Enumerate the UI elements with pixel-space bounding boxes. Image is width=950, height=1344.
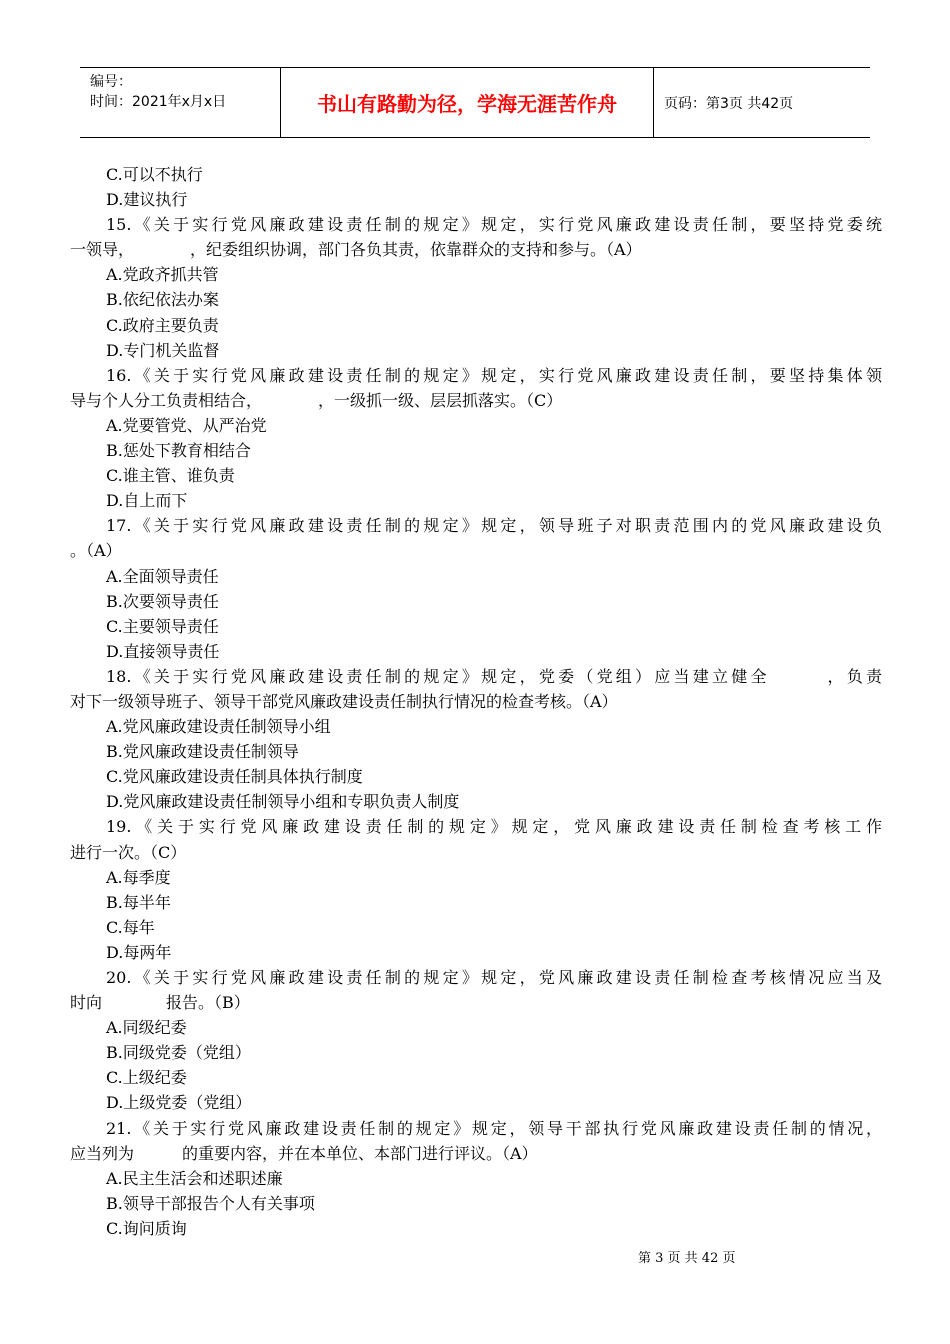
page-footer: 第 3 页 共 42 页 [638, 1251, 736, 1266]
answer-option: B.惩处下教育相结合 [106, 441, 251, 461]
answer-option: C.询问质询 [106, 1218, 187, 1238]
question-line: 进行一次。（C） [70, 842, 187, 862]
answer-option: B.次要领导责任 [106, 591, 219, 611]
question-line: 对下一级领导班子、领导干部党风廉政建设责任制执行情况的检查考核。（A） [70, 691, 618, 711]
question-line: 21.《关于实行党风廉政建设责任制的规定》规定，领导干部执行党风廉政建设责任制的情况， [106, 1118, 882, 1138]
document-body [70, 162, 882, 1241]
answer-option: D.建议执行 [106, 190, 188, 210]
answer-option: C.每年 [106, 917, 155, 937]
answer-option: D.自上而下 [106, 491, 188, 511]
question-line: 18.《关于实行党风廉政建设责任制的规定》规定，党委（党组）应当建立健全 ，负责 [106, 666, 882, 686]
answer-option: C.党风廉政建设责任制具体执行制度 [106, 767, 363, 787]
answer-option: C.主要领导责任 [106, 616, 219, 636]
answer-option: B.同级党委（党组） [106, 1043, 251, 1063]
answer-option: A.每季度 [106, 867, 171, 887]
answer-option: C.上级纪委 [106, 1068, 187, 1088]
answer-option: A.同级纪委 [106, 1018, 187, 1038]
question-line: 16.《关于实行党风廉政建设责任制的规定》规定，实行党风廉政建设责任制，要坚持集体领 [106, 365, 882, 385]
answer-option: A.党政齐抓共管 [106, 265, 219, 285]
question-line: 17.《关于实行党风廉政建设责任制的规定》规定，领导班子对职责范围内的党风廉政建设负 [106, 516, 882, 536]
question-line: 应当列为 的重要内容，并在本单位、本部门进行评议。（A） [70, 1143, 538, 1163]
question-line: 20.《关于实行党风廉政建设责任制的规定》规定，党风廉政建设责任制检查考核情况应当及 [106, 968, 882, 987]
question-line: 19.《关于实行党风廉政建设责任制的规定》规定，党风廉政建设责任制检查考核工作 [106, 817, 882, 837]
question-line: 一领导， ，纪委组织协调，部门各负其责，依靠群众的支持和参与。（A） [70, 240, 642, 260]
answer-option: B.党风廉政建设责任制领导 [106, 742, 299, 762]
document-number-label: 编号： [90, 74, 132, 90]
answer-option: C.谁主管、谁负责 [106, 466, 235, 486]
answer-option: B.依纪依法办案 [106, 290, 219, 310]
answer-option: A.党风廉政建设责任制领导小组 [106, 717, 331, 737]
header-meta [80, 68, 281, 137]
question-line: 。（A） [70, 541, 122, 561]
answer-option: D.上级党委（党组） [106, 1093, 252, 1113]
answer-option: A.全面领导责任 [106, 566, 219, 586]
document-date: 时间：2021年x月x日 [90, 94, 227, 110]
question-line: 时向 报告。（B） [70, 993, 250, 1013]
answer-option: A.民主生活会和述职述廉 [106, 1168, 283, 1188]
page-header [80, 67, 870, 138]
answer-option: D.专门机关监督 [106, 340, 220, 360]
answer-option: C.政府主要负责 [106, 315, 219, 335]
question-line: 导与个人分工负责相结合， ，一级抓一级、层层抓落实。（C） [70, 390, 563, 410]
answer-option: D.直接领导责任 [106, 641, 220, 661]
question-line: 15.《关于实行党风廉政建设责任制的规定》规定，实行党风廉政建设责任制，要坚持党委统 [106, 215, 882, 235]
answer-option: D.每两年 [106, 942, 172, 962]
answer-option: B.每半年 [106, 892, 171, 912]
header-page-code: 页码：第3页 共42页 [664, 95, 794, 112]
answer-option: D.党风廉政建设责任制领导小组和专职负责人制度 [106, 792, 460, 812]
header-motto: 书山有路勤为径，学海无涯苦作舟 [281, 68, 654, 137]
answer-option: C.可以不执行 [106, 165, 203, 184]
answer-option: B.领导干部报告个人有关事项 [106, 1193, 315, 1213]
answer-option: A.党要管党、从严治党 [106, 415, 267, 435]
